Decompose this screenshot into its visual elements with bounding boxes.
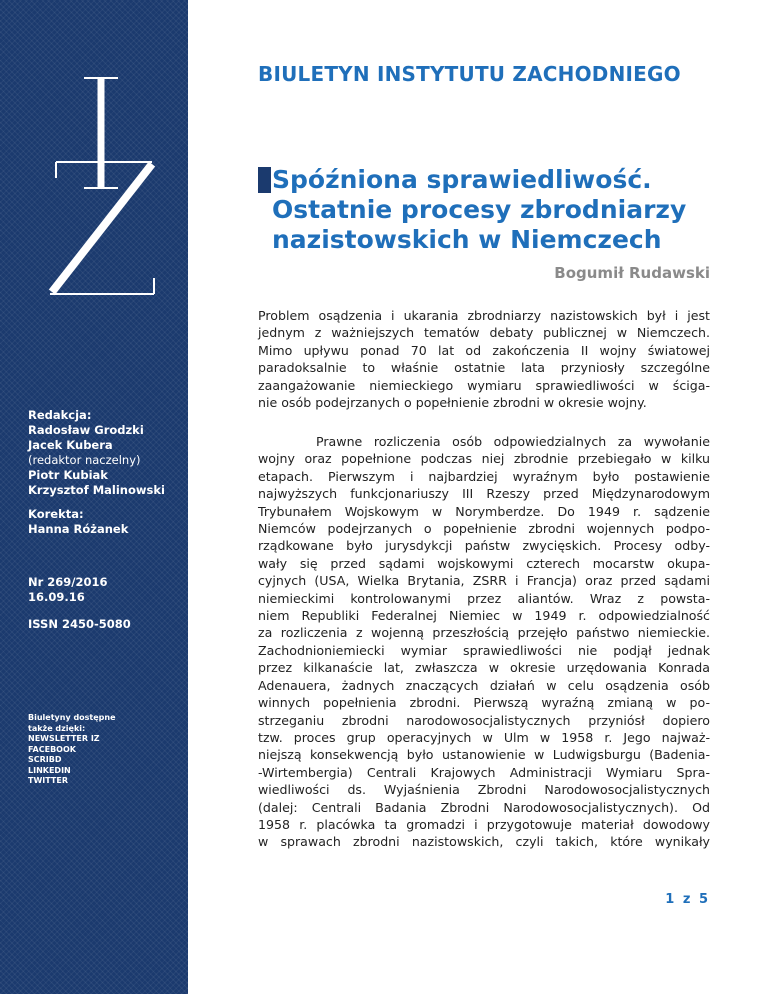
article-title-line: Spóźniona sprawiedliwość. — [272, 165, 652, 194]
lead-line: Problem osądzenia i ukarania zbrodniarzy nazistowskich był i jest — [258, 308, 710, 323]
body-line: 1958 r. placówka ta gromadzi i przygotowuje materiał dowodowy — [258, 816, 710, 832]
channel-link-twitter[interactable]: TWITTER — [28, 776, 68, 785]
body-line: Trybunałem Wojskowym w Norymberdze. Do 1949 r. sądzenie — [258, 503, 710, 519]
issn — [28, 617, 131, 632]
editor-name: Radosław Grodzki — [28, 423, 144, 437]
article-lead — [258, 307, 710, 411]
article-body — [258, 433, 710, 851]
body-line: Niemców podejrzanych o popełnienie zbrodni wojennych podpo- — [258, 521, 710, 537]
channel-link-scribd[interactable]: SCRIBD — [28, 755, 62, 764]
editorial-board — [28, 408, 165, 498]
body-line: rządkowane było jurysdykcji państw zwycięskich. Procesy odby- — [258, 538, 710, 554]
page-number: 1 z 5 — [665, 892, 710, 907]
article-title — [272, 165, 712, 255]
body-line: tzw. proces grup operacyjnych w Ulm w 1958 r. Jego najważ- — [258, 729, 710, 745]
editor-role: (redaktor naczelny) — [28, 453, 141, 467]
body-line: w sprawach zbrodni nazistowskich, czyli takich, które wynikały — [258, 834, 710, 850]
lead-line: jednym z ważniejszych tematów debaty publicznej w Niemczech. — [258, 325, 710, 341]
issue-info — [28, 575, 108, 605]
lead-line: zaangażowanie niemieckiego wymiaru sprawiedliwości w ściga- — [258, 377, 710, 393]
institute-logo — [40, 70, 160, 300]
title-marker — [258, 167, 271, 193]
body-line: (dalej: Centrali Badania Zbrodni Narodowosocjalistycznych). Od — [258, 799, 710, 815]
lead-line: Mimo upływu ponad 70 lat od zakończenia II wojny światowej — [258, 342, 710, 358]
body-line: wojny oraz popełnione podczas niej zbrodnie przebiegało w kilku — [258, 451, 710, 467]
channel-link-facebook[interactable]: FACEBOOK — [28, 744, 76, 754]
body-line: niejszą konsekwencją było ustanowienie w Ludwigsburgu (Badenia- — [258, 747, 710, 763]
proofreading-heading: Korekta: — [28, 507, 84, 521]
body-line: wiedliwości ds. Wyjaśnienia Zbrodni Narodowosocjalistycznych — [258, 782, 710, 798]
body-line: -Wirtembergia) Centrali Krajowych Administracji Wymiaru Spra- — [258, 764, 710, 780]
proofreading — [28, 507, 128, 537]
editor-name: Piotr Kubiak — [28, 468, 108, 482]
issue-number: Nr 269/2016 — [28, 575, 108, 589]
body-line: przez kilkanaście lat, zwłaszcza w okresie urzędowania Konrada — [258, 660, 710, 676]
body-line: etapach. Pierwszym i najbardziej wyraźnym było postawienie — [258, 468, 710, 484]
sidebar — [0, 0, 188, 994]
channel-link-newsletter[interactable]: NEWSLETTER IZ — [28, 734, 100, 743]
body-line: wały się przed sądami wojskowymi czterech mocarstw okupa- — [258, 555, 710, 571]
body-line: strzeganiu zbrodni narodowosocjalistycznych przyniósł dopiero — [258, 712, 710, 728]
body-line: niemieckimi kontrolowanymi przez aliantów. Wraz z powsta- — [258, 590, 710, 606]
body-line: cyjnych (USA, Wielka Brytania, ZSRR i Francja) oraz przed sądami — [258, 573, 710, 589]
channels-info — [28, 713, 116, 787]
body-line: Prawne rozliczenia osób odpowiedzialnych za wywołanie — [316, 434, 710, 449]
body-line: winnych popełnienia zbrodni. Pierwszą wyraźną zmianą w po- — [258, 695, 710, 711]
body-line: najwyższych funkcjonariuszy III Rzeszy przed Międzynarodowym — [258, 486, 710, 502]
issue-date: 16.09.16 — [28, 590, 85, 604]
channels-heading: także dzięki: — [28, 723, 86, 733]
lead-line: nie osób podejrzanych o popełnienie zbrodni w okresie wojny. — [258, 395, 647, 411]
bulletin-title: BIULETYN INSTYTUTU ZACHODNIEGO — [258, 62, 681, 86]
article-author: Bogumił Rudawski — [554, 264, 710, 282]
issn-number: ISSN 2450-5080 — [28, 617, 131, 631]
body-line: Adenauera, żadnych znaczących działań w celu osądzenia osób — [258, 677, 710, 693]
channel-link-linkedin[interactable]: LINKEDIN — [28, 765, 71, 775]
channels-heading: Biuletyny dostępne — [28, 713, 116, 722]
body-line: niem Republiki Federalnej Niemiec w 1949 r. odpowiedzialność — [258, 608, 710, 624]
editor-name: Krzysztof Malinowski — [28, 483, 165, 497]
lead-line: paradoksalnie to właśnie ostatnie lata przyniosły szczególne — [258, 360, 710, 376]
body-line: za rozliczenia z wojenną przeszłością przejęło państwo niemieckie. — [258, 625, 710, 641]
editor-name: Jacek Kubera — [28, 438, 113, 452]
article-title-line: nazistowskich w Niemczech — [272, 225, 662, 254]
body-line: Zachodnioniemiecki wymiar sprawiedliwości nie podjął jednak — [258, 642, 710, 658]
proofreader-name: Hanna Różanek — [28, 522, 129, 536]
article-title-line: Ostatnie procesy zbrodniarzy — [272, 195, 687, 224]
editorial-heading: Redakcja: — [28, 408, 92, 422]
